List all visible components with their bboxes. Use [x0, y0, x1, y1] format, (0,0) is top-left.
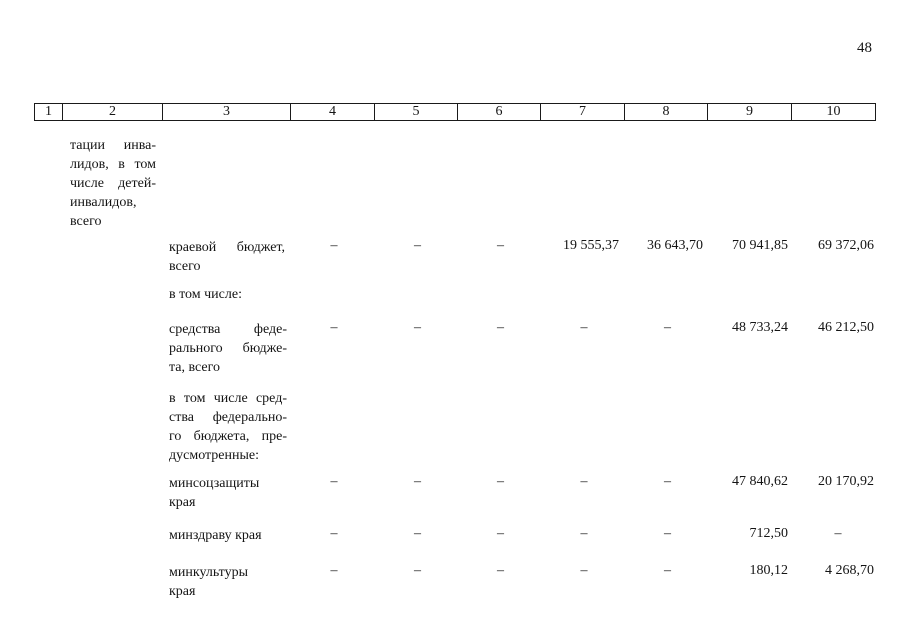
label-line: в том числе сред-	[169, 391, 287, 406]
col2-continuation-text	[70, 136, 156, 231]
cell-c10: 4 268,70	[825, 563, 874, 578]
label-line: минсоцзащиты	[169, 476, 260, 491]
label-line: края	[169, 584, 196, 599]
cell-c10: 46 212,50	[818, 320, 874, 335]
cell-c5: –	[414, 563, 421, 578]
column-header-7: 7	[541, 104, 625, 121]
row-label-minzdrav	[169, 526, 287, 545]
column-header-9: 9	[708, 104, 792, 121]
cell-c4: –	[330, 563, 338, 578]
row-label-federal-funds	[169, 320, 287, 377]
label-line: средства феде-	[169, 322, 287, 337]
cell-c5: –	[414, 474, 421, 489]
label-line: в том числе:	[169, 287, 242, 302]
cell-c9: 180,12	[749, 563, 788, 578]
cell-c4: –	[330, 238, 338, 253]
page-number: 48	[857, 40, 872, 56]
cell-c8: –	[664, 320, 671, 335]
row-label-minkultury	[169, 563, 287, 601]
label-line: минкультуры	[169, 565, 249, 580]
col2-line: всего	[70, 214, 102, 229]
cell-c6: –	[497, 238, 504, 253]
cell-c6: –	[497, 320, 504, 335]
column-number-header	[34, 103, 876, 121]
row-label-minsoczashchity	[169, 474, 287, 512]
row-label-including	[169, 285, 287, 304]
label-line: ства федерально-	[169, 410, 287, 425]
cell-c5: –	[414, 238, 421, 253]
cell-c7: –	[580, 563, 588, 578]
cell-c7: –	[580, 474, 588, 489]
label-line: го бюджета, пре-	[169, 429, 287, 444]
label-line: краевой бюджет,	[169, 240, 285, 255]
label-line: минздраву края	[169, 528, 262, 543]
cell-c6: –	[497, 474, 504, 489]
col2-line: тации инва-	[70, 138, 156, 153]
row-label-regional-budget	[169, 238, 285, 276]
column-header-5: 5	[375, 104, 458, 121]
col2-line: инвалидов,	[70, 195, 137, 210]
cell-c7: –	[580, 320, 588, 335]
label-line: рального бюдже-	[169, 341, 287, 356]
col2-line: лидов, в том	[70, 157, 156, 172]
label-line: дусмотренные:	[169, 448, 260, 463]
column-header-3: 3	[163, 104, 291, 121]
cell-c8: –	[664, 526, 671, 541]
col2-line: числе детей-	[70, 176, 156, 191]
label-line: всего	[169, 259, 201, 274]
cell-c4: –	[330, 474, 338, 489]
column-header-2: 2	[63, 104, 163, 121]
column-header-8: 8	[625, 104, 708, 121]
cell-c9: 70 941,85	[732, 238, 788, 253]
cell-c6: –	[497, 526, 504, 541]
column-header-4: 4	[291, 104, 375, 121]
label-line: та, всего	[169, 360, 221, 375]
column-header-10: 10	[792, 104, 876, 121]
cell-c4: –	[330, 526, 338, 541]
cell-c9: 712,50	[749, 526, 788, 541]
cell-c8: –	[664, 563, 671, 578]
cell-c7: 19 555,37	[563, 238, 619, 253]
row-label-federal-provided	[169, 389, 287, 465]
cell-c9: 47 840,62	[732, 474, 788, 489]
cell-c10: –	[834, 526, 842, 541]
label-line: края	[169, 495, 196, 510]
cell-c10: 20 170,92	[818, 474, 874, 489]
cell-c7: –	[580, 526, 588, 541]
cell-c8: –	[664, 474, 671, 489]
cell-c5: –	[414, 526, 421, 541]
cell-c5: –	[414, 320, 421, 335]
cell-c4: –	[330, 320, 338, 335]
cell-c10: 69 372,06	[818, 238, 874, 253]
cell-c9: 48 733,24	[732, 320, 788, 335]
cell-c8: 36 643,70	[647, 238, 703, 253]
column-header-6: 6	[458, 104, 541, 121]
column-header-1: 1	[35, 104, 63, 121]
cell-c6: –	[497, 563, 504, 578]
